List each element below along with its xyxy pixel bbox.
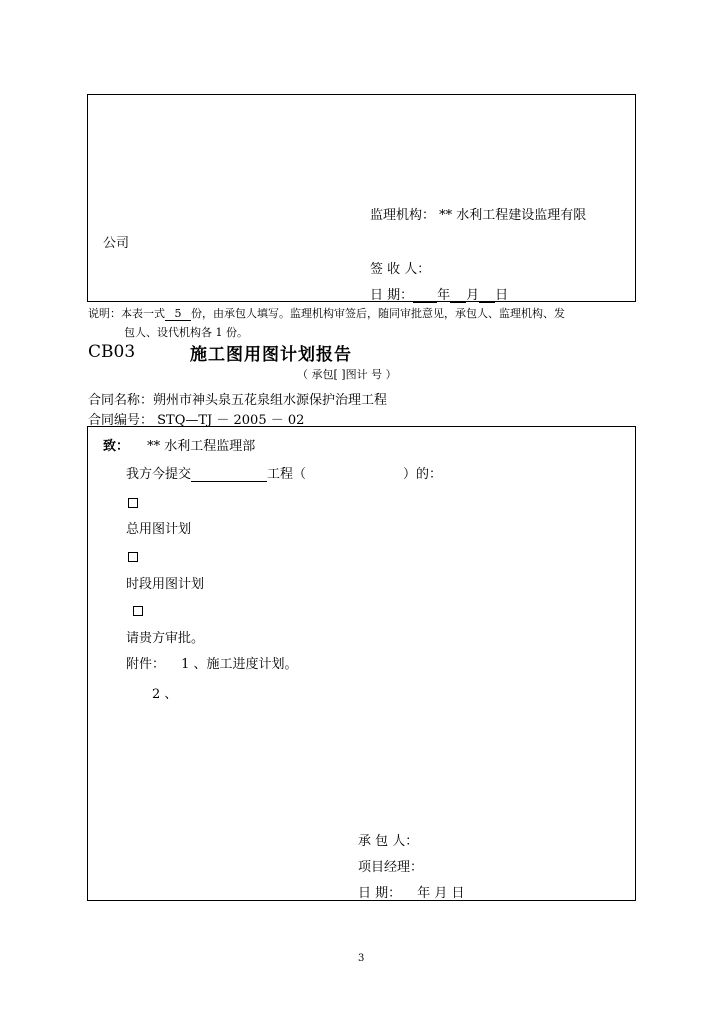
main-date-label: 日 期：	[358, 886, 402, 901]
recipient-value: ** 水利工程监理部	[147, 439, 256, 454]
checkbox-icon	[128, 498, 138, 508]
form-code: CB03	[88, 342, 136, 362]
top-date-day: 日	[495, 288, 509, 303]
supervisor-org-continued: 公司	[103, 236, 130, 251]
note-line-2: 包人、设代机构各 1 份。	[124, 326, 248, 339]
main-date-value: 年 月 日	[417, 886, 465, 901]
top-form-box	[87, 94, 636, 302]
page-number: 3	[358, 953, 365, 964]
checkbox-icon	[133, 606, 143, 616]
form-title: 施工图用图计划报告	[190, 345, 352, 365]
project-scope-field[interactable]	[306, 467, 403, 482]
top-date-year: 年	[437, 288, 451, 303]
recipient-row	[103, 435, 255, 454]
submit-end: ）的：	[403, 467, 443, 482]
period-plan-checkbox[interactable]	[128, 547, 138, 566]
submit-prefix: 我方今提交	[126, 467, 192, 482]
attachment-label: 附件：	[126, 657, 166, 672]
submit-mid: 工程（	[267, 467, 307, 482]
contract-number: 合同编号： STQ—TJ － 2005 － 02	[88, 413, 305, 428]
attachment-row	[126, 653, 298, 672]
form-subtitle: （ 承包[ ]图计 号 ）	[297, 368, 397, 381]
recipient-label: 致：	[103, 439, 130, 454]
checkbox-icon	[128, 552, 138, 562]
contract-name: 合同名称：朔州市神头泉五花泉组水源保护治理工程	[88, 393, 388, 408]
project-manager-label: 项目经理：	[358, 860, 424, 875]
total-plan-checkbox[interactable]	[128, 493, 138, 512]
receiver-label: 签 收 人：	[370, 262, 431, 277]
note-line-1	[88, 305, 565, 321]
note-copies: 5	[165, 307, 191, 321]
total-plan-label: 总用图计划	[126, 522, 192, 537]
top-date-month: 月	[466, 288, 480, 303]
top-date-label: 日 期：	[370, 288, 414, 303]
contractor-label: 承 包 人：	[358, 834, 419, 849]
project-name-field[interactable]	[191, 468, 267, 482]
attachment-1: 1 、施工进度计划。	[181, 657, 298, 672]
approval-request: 请贵方审批。	[126, 631, 205, 646]
supervisor-org-line: 监理机构： ** 水利工程建设监理有限	[370, 208, 587, 223]
submit-row	[126, 463, 442, 482]
note-rest: 份，由承包人填写。监理机构审签后，随同审批意见，承包人、监理机构、发	[191, 307, 565, 320]
day-blank	[479, 289, 495, 303]
third-checkbox[interactable]	[133, 601, 143, 620]
year-blank	[413, 289, 437, 303]
note-prefix: 说明：本表一式	[88, 307, 165, 320]
top-date-row	[370, 284, 508, 303]
attachment-2: 2 、	[152, 687, 178, 702]
month-blank	[450, 289, 466, 303]
period-plan-label: 时段用图计划	[126, 577, 205, 592]
main-date-row	[358, 882, 465, 901]
